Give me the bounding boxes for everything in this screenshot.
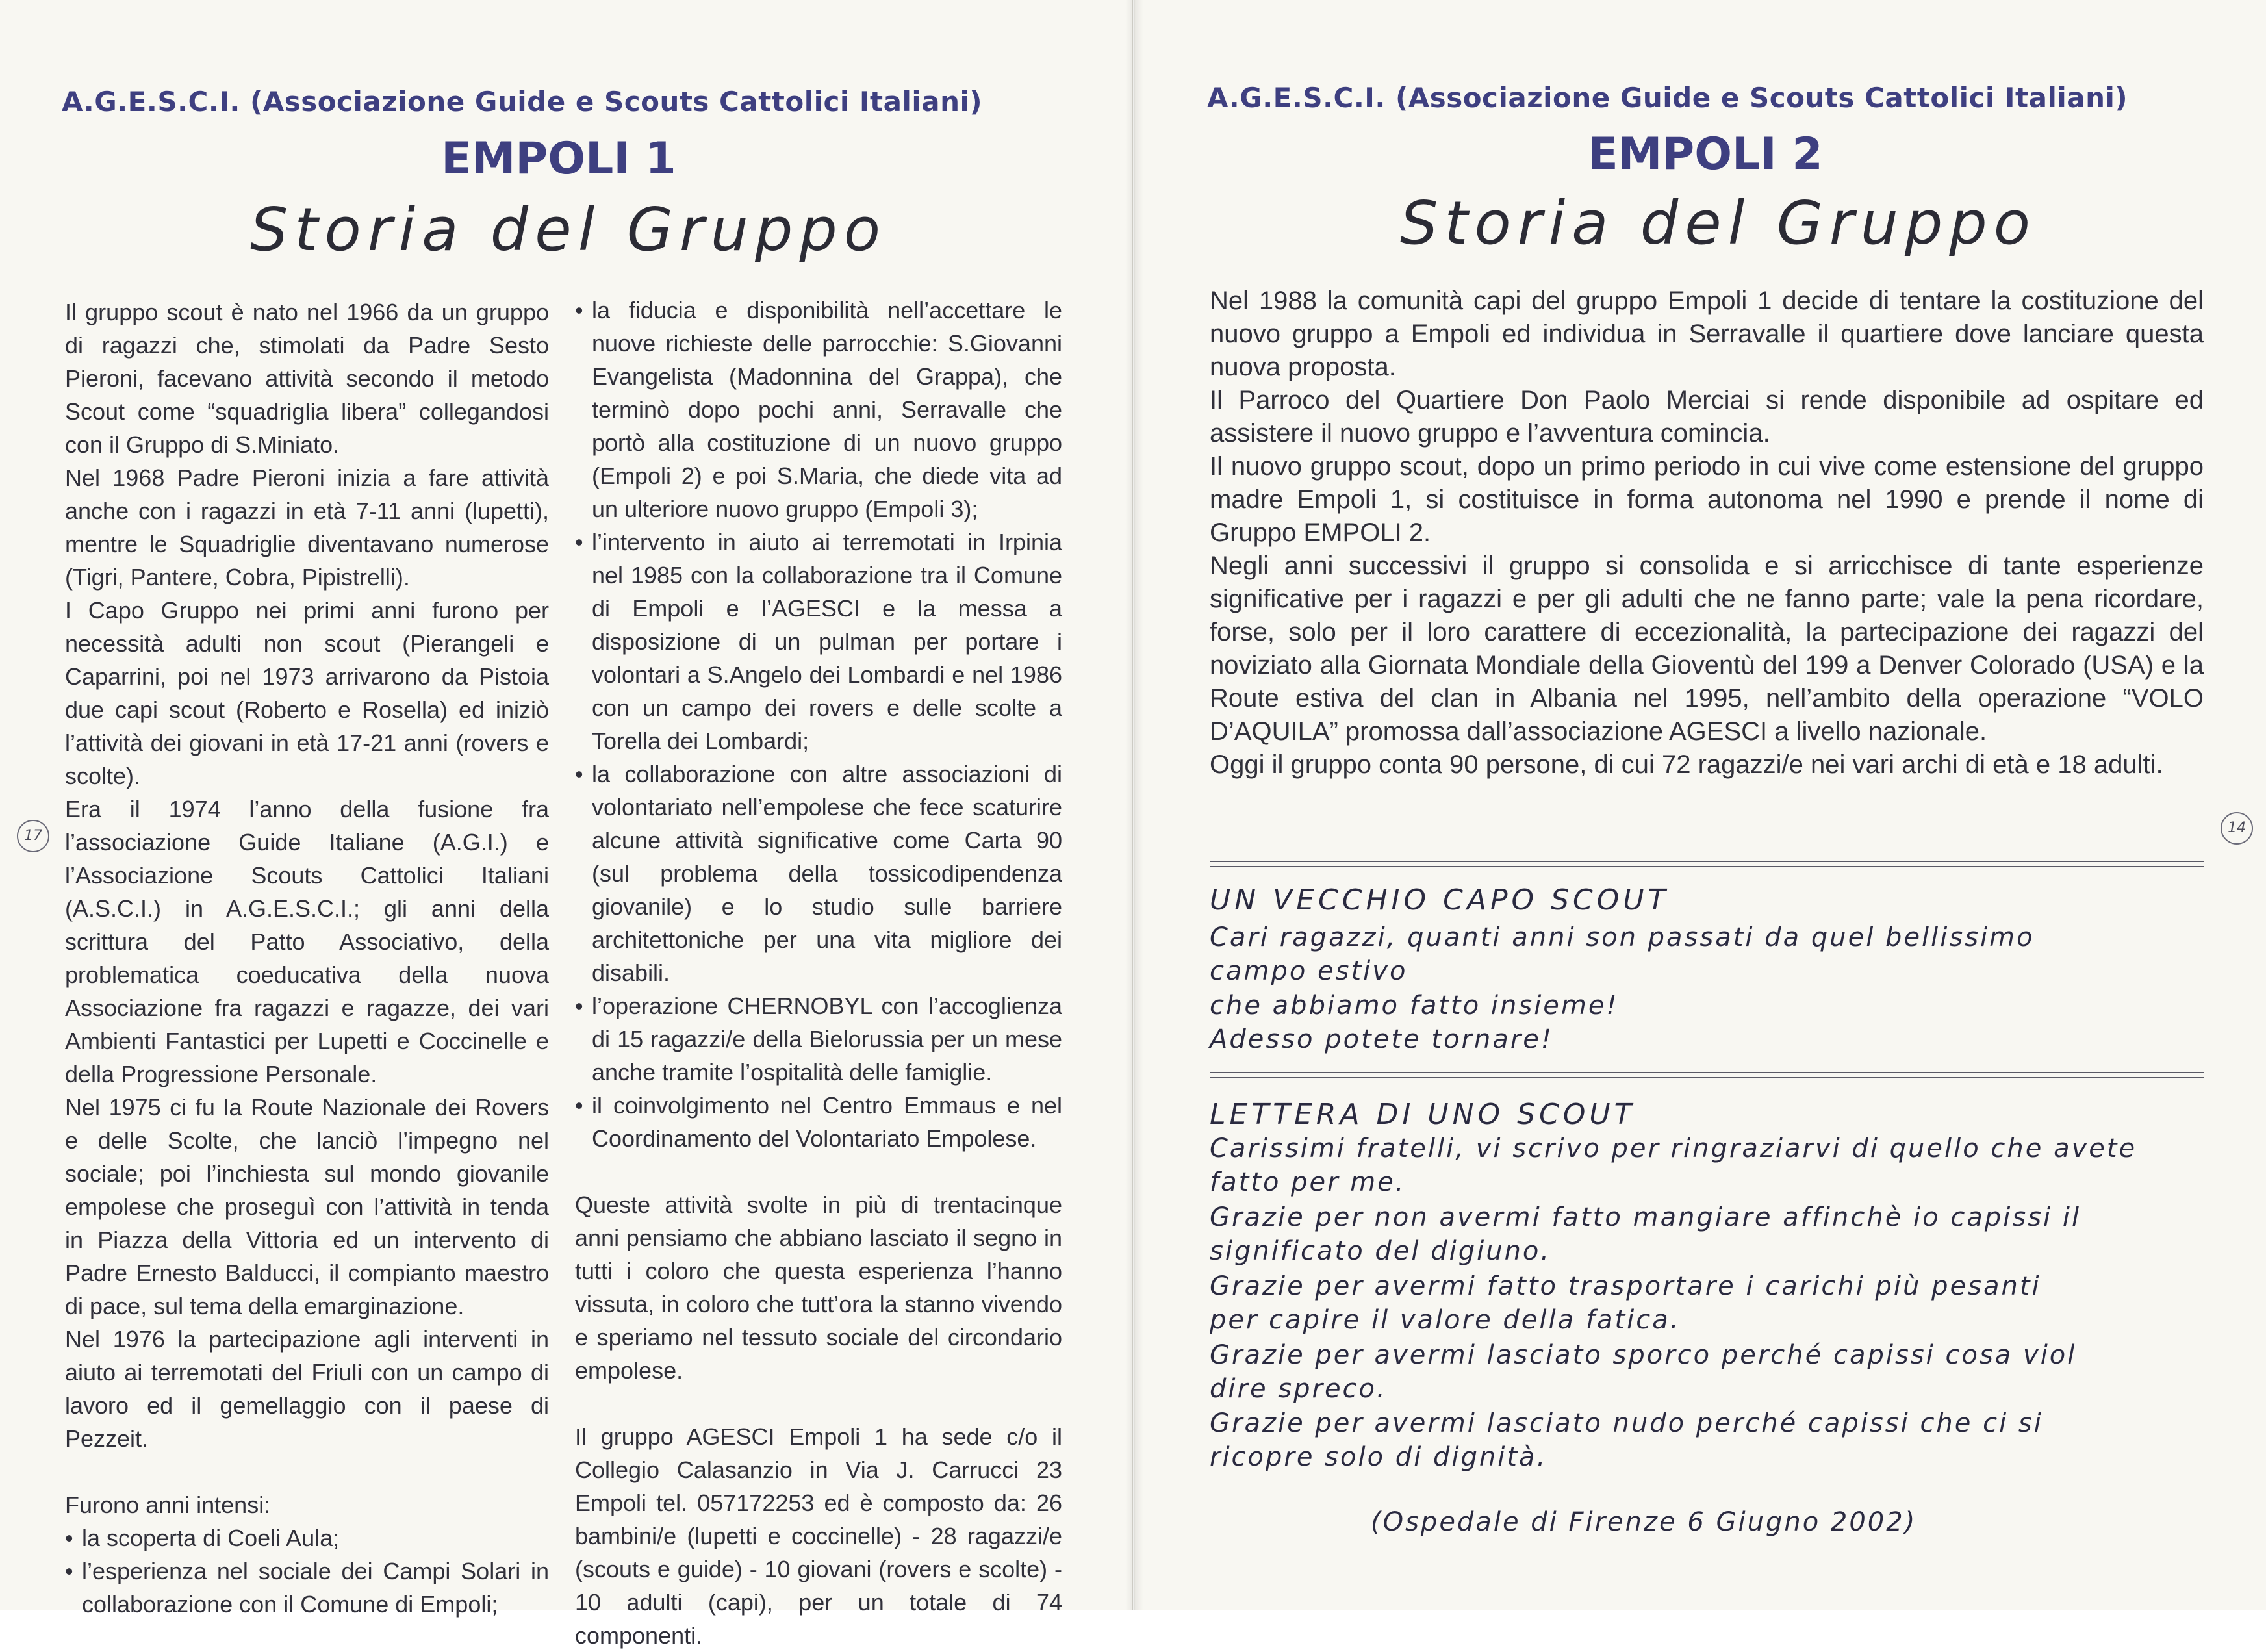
right-handwritten-title: Storia del Gruppo	[1400, 188, 2037, 258]
page-fold	[1125, 0, 1143, 1610]
note1-heading: UN VECCHIO CAPO SCOUT	[1210, 883, 1670, 917]
signature: (Ospedale di Firenze 6 Giugno 2002)	[1371, 1507, 1917, 1537]
left-column-1	[65, 296, 549, 1621]
paragraph: Il Parroco del Quartiere Don Paolo Merciai si rende disponibile ad ospitare ed assistere il nuovo gruppo e l’avventura comincia.	[1210, 386, 2204, 448]
list-item: • l’esperienza nel sociale dei Campi Solari in collaborazione con il Comune di Empoli;	[65, 1555, 549, 1621]
spacer	[575, 1155, 1062, 1188]
note2-line: per capire il valore della fatica.	[1210, 1305, 1681, 1335]
paragraph: I Capo Gruppo nei primi anni furono per necessità adulti non scout (Pierangeli e Caparrini, poi nel 1973 arrivarono da Pistoia due capi scout (Roberto e Rosella) ed iniziò l’attività dei giovani in età 17-21 anni (rovers e scolte).	[65, 597, 549, 789]
note2-line: Grazie per avermi lasciato sporco perché capissi cosa viol	[1210, 1340, 2077, 1370]
note2-line: ricopre solo di dignità.	[1210, 1442, 1547, 1472]
paragraph: Nel 1976 la partecipazione agli interventi in aiuto ai terremotati del Friuli con un campo di lavoro ed il gemellaggio con il paese di Pezzeit.	[65, 1326, 549, 1452]
paragraph: Il nuovo gruppo scout, dopo un primo periodo in cui vive come estensione del gruppo madre Empoli 1, si costituisce in forma autonoma nel 1990 e prende il nome di Gruppo EMPOLI 2.	[1210, 452, 2204, 547]
note1-line: campo estivo	[1210, 956, 1408, 986]
right-body-text	[1210, 285, 2204, 782]
paragraph: Furono anni intensi:	[65, 1492, 271, 1518]
paragraph: Nel 1988 la comunità capi del gruppo Empoli 1 decide di tentare la costituzione del nuovo gruppo a Empoli ed individua in Serravalle il quartiere dove lanciare questa nuova proposta.	[1210, 286, 2204, 381]
bullet-list	[65, 1521, 549, 1621]
spacer	[575, 1387, 1062, 1420]
paragraph: Nel 1975 ci fu la Route Nazionale dei Rovers e delle Scolte, che lanciò l’impegno nel sociale; poi l’inchiesta sul mondo giovanile empolese che proseguì con l’attività in tenda in Piazza della Vittoria ed un intervento di Padre Ernesto Balducci, il compianto maestro di pace, sul tema della emarginazione.	[65, 1094, 549, 1319]
left-page-number: 17	[17, 820, 49, 852]
paragraph: Il gruppo AGESCI Empoli 1 ha sede c/o il Collegio Calasanzio in Via J. Carrucci 23 Empoli tel. 057172253 ed è composto da: 26 bambini/e (lupetti e coccinelle) - 28 ragazzi/e (scouts e guide) - 10 giovani (rovers e scolte) - 10 adulti (capi), per un totale di 74 componenti.	[575, 1423, 1062, 1649]
note2-line: Grazie per avermi lasciato nudo perché capissi che ci si	[1210, 1408, 2043, 1438]
bullet-list	[575, 294, 1062, 1155]
list-item: • l’intervento in aiuto ai terremotati in Irpinia nel 1985 con la collaborazione tra il Comune di Empoli e l’AGESCI e la messa a disposizione di un pulman per portare i volontari a S.Angelo dei Lombardi e nel 1986 con un campo dei rovers e delle scolte a Torella dei Lombardi;	[575, 526, 1062, 757]
left-association-header: A.G.E.S.C.I. (Associazione Guide e Scouts Cattolici Italiani)	[62, 86, 983, 118]
list-item: • il coinvolgimento nel Centro Emmaus e nel Coordinamento del Volontariato Empolese.	[575, 1089, 1062, 1155]
note2-line: Grazie per avermi fatto trasportare i carichi più pesanti	[1210, 1271, 2041, 1301]
paragraph: Oggi il gruppo conta 90 persone, di cui 72 ragazzi/e nei vari archi di età e 18 adulti.	[1210, 750, 2163, 779]
list-item: • l’operazione CHERNOBYL con l’accoglienza di 15 ragazzi/e della Bielorussia per un mese anche tramite l’ospitalità delle famiglie.	[575, 989, 1062, 1089]
note2-heading: LETTERA DI UNO SCOUT	[1210, 1098, 1636, 1131]
right-association-header: A.G.E.S.C.I. (Associazione Guide e Scouts Cattolici Italiani)	[1207, 82, 2128, 114]
note2-line: significato del digiuno.	[1210, 1236, 1551, 1266]
note1-line: Adesso potete tornare!	[1210, 1024, 1553, 1054]
paragraph: Queste attività svolte in più di trentacinque anni pensiamo che abbiano lasciato il segno in tutti i coloro che questa esperienza l’hanno vissuta, in coloro che tutt’ora la stanno vivendo e speriamo nel tessuto sociale del circondario empolese.	[575, 1191, 1062, 1384]
left-column-2	[575, 294, 1062, 1652]
list-item: • la collaborazione con altre associazioni di volontariato nell’empolese che fece scaturire alcune attività significative come Carta 90 (sul problema della tossicodipendenza giovanile) e lo studio sulle barriere architettoniche per una vita migliore dei disabili.	[575, 757, 1062, 989]
list-item: • la scoperta di Coeli Aula;	[65, 1521, 549, 1555]
note1-line: Cari ragazzi, quanti anni son passati da quel bellissimo	[1210, 922, 2035, 952]
note2-line: dire spreco.	[1210, 1374, 1387, 1404]
right-page-number: 14	[2221, 812, 2253, 845]
paragraph: Nel 1968 Padre Pieroni inizia a fare attività anche con i ragazzi in età 7-11 anni (lupetti), mentre le Squadriglie diventavano numerose (Tigri, Pantere, Cobra, Pipistrelli).	[65, 464, 549, 591]
divider-rule	[1210, 1072, 2204, 1078]
note2-line: fatto per me.	[1210, 1167, 1406, 1197]
left-group-title: EMPOLI 1	[441, 133, 676, 184]
paragraph: Il gruppo scout è nato nel 1966 da un gruppo di ragazzi che, stimolati da Padre Sesto Pieroni, facevano attività secondo il metodo Scout come “squadriglia libera” collegandosi con il Gruppo di S.Miniato.	[65, 299, 549, 458]
paragraph: Negli anni successivi il gruppo si consolida e si arricchisce di tante esperienze significative per i ragazzi e per gli adulti che ne fanno parte; vale la pena ricordare, forse, solo per il loro carattere di eccezionalità, la partecipazione dei ragazzi del noviziato alla Giornata Mondiale della Gioventù del 199 a Denver Colorado (USA) e la Route estiva del clan in Albania nel 1995, nell’ambito della operazione “VOLO D’AQUILA” promossa dall’associazione AGESCI a livello nazionale.	[1210, 552, 2204, 746]
note2-line: Grazie per non avermi fatto mangiare affinchè io capissi il	[1210, 1202, 2081, 1232]
list-item: • la fiducia e disponibilità nell’accettare le nuove richieste delle parrocchie: S.Giovanni Evangelista (Madonnina del Grappa), che terminò dopo pochi anni, Serravalle che portò alla costituzione di un nuovo gruppo (Empoli 2) e poi S.Maria, che diede vita ad un ulteriore nuovo gruppo (Empoli 3);	[575, 294, 1062, 526]
paragraph: Era il 1974 l’anno della fusione fra l’associazione Guide Italiane (A.G.I.) e l’Associazione Scouts Cattolici Italiani (A.S.C.I.) in A.G.E.S.C.I.; gli anni della scrittura del Patto Associativo, della problematica coeducativa della nuova Associazione fra ragazzi e ragazze, dei vari Ambienti Fantastici per Lupetti e Coccinelle e della Progressione Personale.	[65, 796, 549, 1087]
left-handwritten-title: Storia del Gruppo	[250, 195, 887, 264]
note1-line: che abbiamo fatto insieme!	[1210, 991, 1619, 1021]
right-group-title: EMPOLI 2	[1588, 129, 1823, 180]
spacer	[65, 1455, 549, 1488]
note2-line: Carissimi fratelli, vi scrivo per ringraziarvi di quello che avete	[1210, 1134, 2137, 1163]
divider-rule	[1210, 861, 2204, 867]
